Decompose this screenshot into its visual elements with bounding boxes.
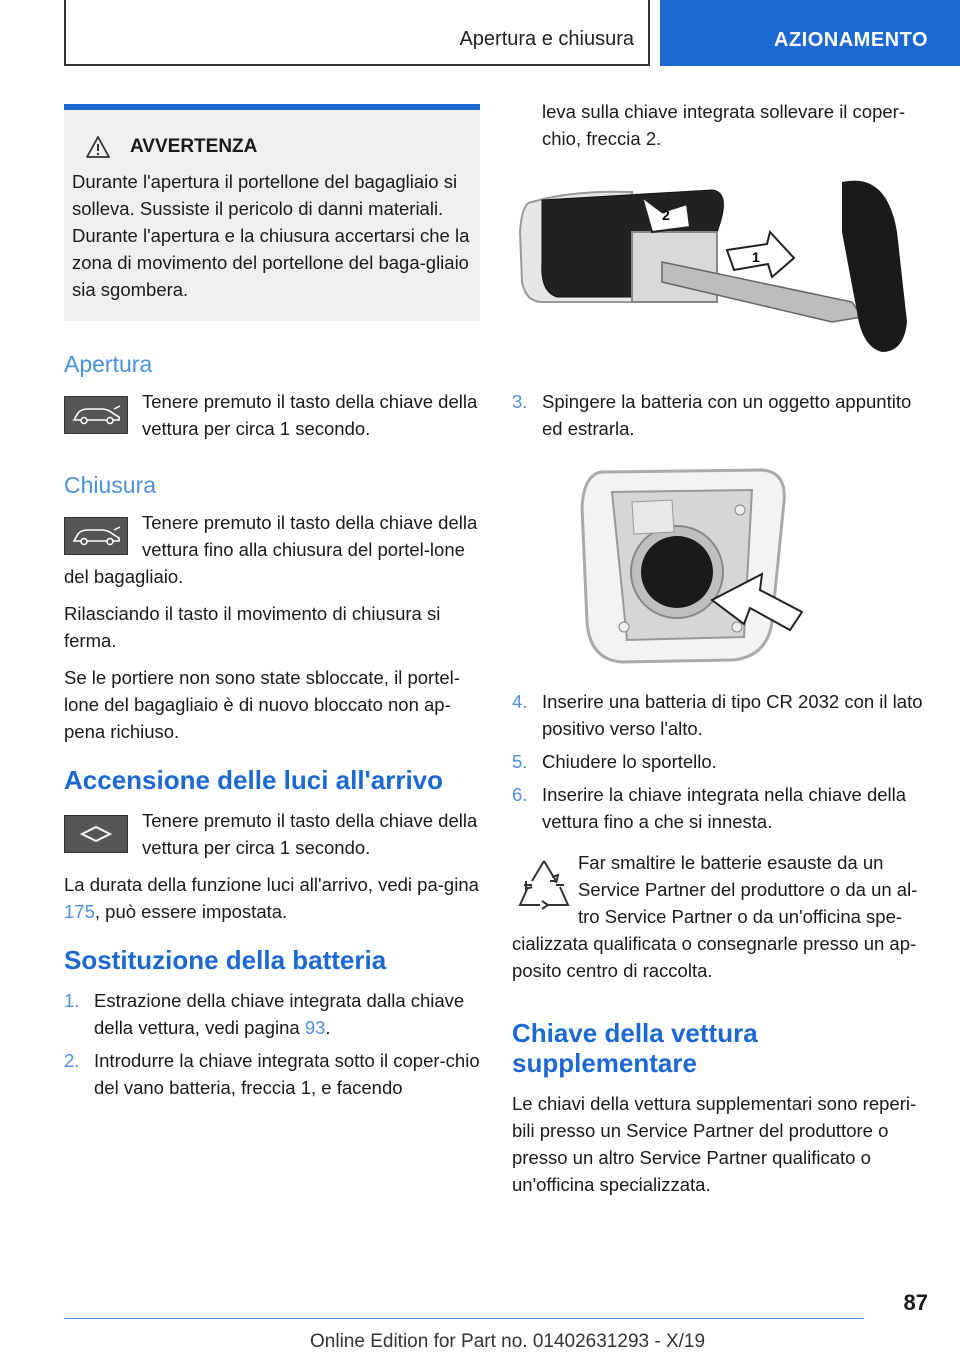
heading-battery: Sostituzione della batteria bbox=[64, 945, 387, 975]
key-cover-figure bbox=[512, 172, 928, 372]
welcome-light-para bbox=[64, 871, 480, 925]
warning-text: Durante l'apertura il portellone del bagagliaio si solleva. Sussiste il pericolo di danni materiali. Durante l'apertura e la chiusura accertarsi che la zona di movimento del portellone del baga-gliaio sia sgombera. bbox=[72, 171, 470, 300]
section-title: Apertura e chiusura bbox=[459, 28, 634, 50]
step-number: 3. bbox=[512, 391, 528, 412]
arrow-label-1: 1 bbox=[752, 249, 760, 265]
battery-steps-right-a bbox=[512, 388, 928, 442]
welcome-light-row bbox=[64, 807, 480, 861]
arrow-label-2: 2 bbox=[662, 207, 670, 223]
page-link-93[interactable]: 93 bbox=[304, 1017, 326, 1038]
warning-box bbox=[64, 104, 480, 321]
unlock-key-icon bbox=[64, 815, 128, 853]
list-item bbox=[64, 987, 480, 1041]
step-text-part: Estrazione della chiave integrata dalla chiave della vettura, vedi pagina bbox=[94, 990, 465, 1038]
closing-para-2: Se le portiere non sono state sbloccate, il portel-lone del bagagliaio è di nuovo bloccato non ap-pena richiuso. bbox=[64, 667, 460, 742]
battery-illustration bbox=[512, 462, 928, 672]
closing-text: Tenere premuto il tasto della chiave della vettura fino alla chiusura del portel-lone del bagagliaio. bbox=[64, 512, 478, 587]
warning-triangle-icon bbox=[86, 136, 110, 158]
battery-steps-right-b bbox=[512, 688, 928, 835]
step-number: 1. bbox=[64, 990, 80, 1011]
battery-figure bbox=[512, 462, 928, 672]
list-item bbox=[512, 748, 928, 775]
heading-closing: Chiusura bbox=[64, 472, 157, 498]
step-2-continuation: leva sulla chiave integrata sollevare il coper-chio, freccia 2. bbox=[542, 101, 905, 149]
opening-text: Tenere premuto il tasto della chiave della vettura per circa 1 secondo. bbox=[142, 391, 478, 439]
warning-title-text: AVVERTENZA bbox=[130, 136, 258, 157]
page-header bbox=[0, 0, 960, 66]
page-number: 87 bbox=[903, 1290, 928, 1315]
key-cover-illustration bbox=[512, 172, 928, 372]
step-number: 4. bbox=[512, 691, 528, 712]
step-number: 6. bbox=[512, 784, 528, 805]
step-number: 5. bbox=[512, 751, 528, 772]
step-text: Introdurre la chiave integrata sotto il coper-chio del vano batteria, freccia 1, e facendo bbox=[94, 1050, 480, 1098]
welcome-light-para-text: La durata della funzione luci all'arrivo, vedi pa-gina bbox=[64, 874, 479, 895]
step-text-end: . bbox=[325, 1017, 331, 1038]
footer-divider bbox=[64, 1318, 864, 1319]
step-text: Inserire una batteria di tipo CR 2032 con il lato positivo verso l'alto. bbox=[542, 691, 923, 739]
list-item bbox=[512, 781, 928, 835]
closing-para-1: Rilasciando il tasto il movimento di chiusura si ferma. bbox=[64, 603, 441, 651]
closing-row bbox=[64, 509, 480, 590]
step-text: Inserire la chiave integrata nella chiave della vettura fino a che si innesta. bbox=[542, 784, 907, 832]
step-text: Chiudere lo sportello. bbox=[542, 751, 717, 772]
list-item bbox=[512, 688, 928, 742]
right-column bbox=[512, 98, 928, 1198]
warning-title bbox=[86, 136, 472, 158]
heading-welcome-light: Accensione delle luci all'arrivo bbox=[64, 765, 444, 795]
extra-key-text: Le chiavi della vettura supplementari sono reperi-bili presso un Service Partner del produttore o presso un altro Service Partner qualificato o un'officina specializzata. bbox=[512, 1093, 917, 1195]
welcome-light-para-end: , può essere impostata. bbox=[94, 901, 288, 922]
left-column bbox=[64, 104, 480, 1101]
trunk-key-icon bbox=[64, 517, 128, 555]
step-text bbox=[94, 987, 480, 1041]
chapter-tab: AZIONAMENTO bbox=[660, 0, 960, 66]
recycle-text: Far smaltire le batterie esauste da un Service Partner del produttore o da un al-tro Service Partner o da un'officina spe-cializzata qualificata o consegnarle presso un ap-posito centro di raccolta. bbox=[512, 852, 918, 981]
welcome-light-text: Tenere premuto il tasto della chiave della vettura per circa 1 secondo. bbox=[142, 810, 478, 858]
list-item bbox=[64, 1047, 480, 1101]
battery-steps-left bbox=[64, 987, 480, 1101]
step-number: 2. bbox=[64, 1050, 80, 1071]
section-tab bbox=[64, 0, 650, 66]
footer-edition: Online Edition for Part no. 01402631293 - X/19 bbox=[310, 1331, 706, 1352]
page-link-175[interactable]: 175 bbox=[64, 901, 95, 922]
list-item bbox=[512, 388, 928, 442]
recycle-note bbox=[512, 849, 928, 984]
heading-extra-key: Chiave della vettura supplementare bbox=[512, 1018, 758, 1078]
trunk-key-icon bbox=[64, 396, 128, 434]
heading-opening: Apertura bbox=[64, 351, 153, 377]
opening-row bbox=[64, 388, 480, 442]
recycle-icon bbox=[512, 855, 576, 915]
step-text: Spingere la batteria con un oggetto appuntito ed estrarla. bbox=[542, 391, 912, 439]
